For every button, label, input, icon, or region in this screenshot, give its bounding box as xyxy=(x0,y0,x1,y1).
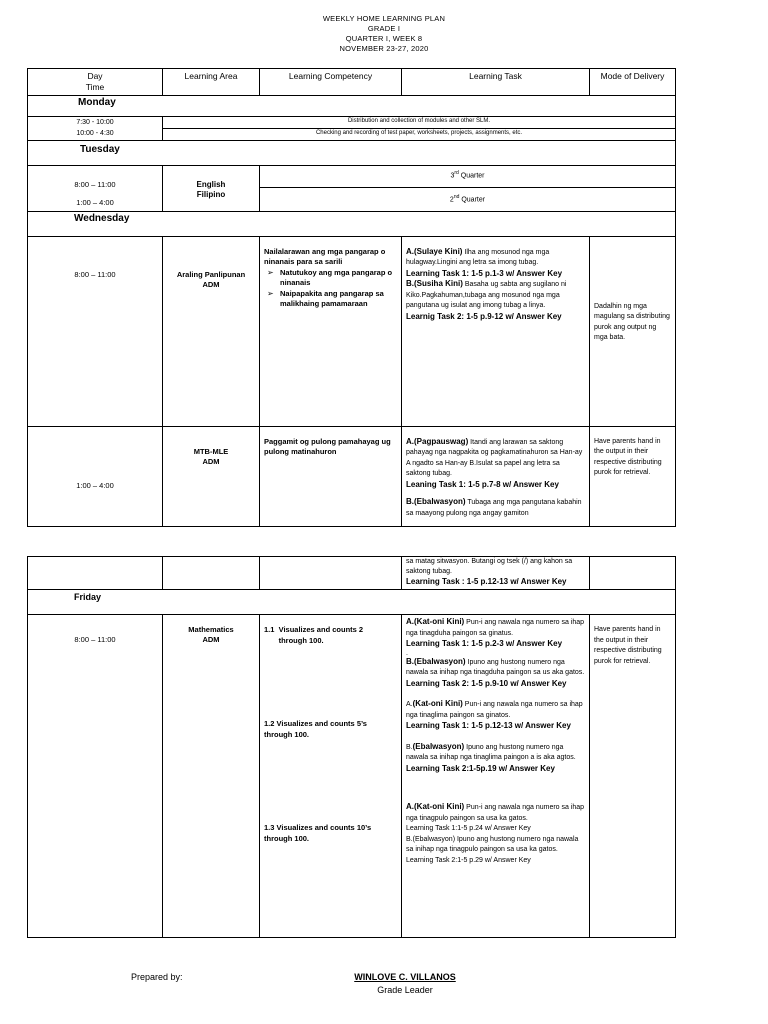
tuesday-quarters xyxy=(260,165,676,211)
math-t3-b-text: B.(Ebalwasyon) Ipuno ang hustong numero nga nawala sa inihap nga tinagpulo paingon sa usa ka gatos. xyxy=(406,835,579,853)
wednesday-mtb-row xyxy=(28,426,676,526)
math-time: 8:00 – 11:00 xyxy=(28,615,163,938)
ap-competency-bullet: ➢ Natutukoy ang mga pangarap o ninanais xyxy=(267,267,393,287)
mtb-task-a-text: Itandi ang larawan sa saktong pahayag nga nagpakita og pagkamatinahuron sa Han-ay A ngadto sa Han-ay B.Isulat sa papel ang letra sa saktong tubag. xyxy=(406,438,583,477)
monday-activity-2: Checking and recording of test paper, worksheets, projects, assignments, etc. xyxy=(163,128,676,140)
mtb-competency: Paggamit og pulong pamahayag ug pulong matinahuron xyxy=(260,426,402,526)
tuesday-slot xyxy=(28,165,676,211)
mtb-learning-task-1: Leaning Task 1: 1-5 p.7-8 w/ Answer Key xyxy=(406,479,559,489)
prepared-by-label: Prepared by: xyxy=(131,972,183,982)
arrow-bullet-icon: ➢ xyxy=(267,288,274,298)
ap-competency-bullet: ➢ Naipapakita ang pangarap sa malikhaing pamamaraan xyxy=(267,288,384,308)
ap-task-b-text: Basaha ug sabta ang sugilano ni Kiko.Pagkahuman,tubaga ang mosunod nga mga pangutana ug isulat ang imong tubag a linya. xyxy=(406,281,567,309)
wednesday-ap-row xyxy=(28,236,676,426)
plan-table-page1 xyxy=(27,68,676,527)
arrow-bullet-icon: ➢ xyxy=(267,267,274,277)
continuation-competency xyxy=(260,557,402,590)
math-t2-a-label: (Kat-oni Kini) xyxy=(412,699,463,708)
tuesday-time-1: 8:00 – 11:00 xyxy=(74,179,116,189)
tuesday-time-2: 1:00 – 4:00 xyxy=(76,198,114,207)
tuesday-row xyxy=(28,140,676,165)
math-t3-a-text: Pun-i ang nawala nga numero sa ihap nga tinagpulo paingon sa usa ka gatos. xyxy=(406,804,585,822)
preparer-role: Grade Leader xyxy=(377,985,433,995)
math-t3-a-label: A.(Kat-oni Kini) xyxy=(406,802,465,811)
ap-competency-main: Nailalarawan ang mga pangarap o ninanais para sa sarili xyxy=(264,246,386,266)
friday-row xyxy=(28,590,676,615)
math-t2-b-text: Ipuno ang hustong numero nga nawala sa inihap nga tinaglima paingon a is aka agtos. xyxy=(406,743,576,761)
monday-slot-2 xyxy=(28,128,676,140)
column-header-row xyxy=(28,69,676,96)
monday-activity-1: Distribution and collection of modules and other SLM. xyxy=(163,117,676,129)
day-friday: Friday xyxy=(28,590,676,615)
continuation-row xyxy=(28,557,676,590)
col-mode-of-delivery: Mode of Delivery xyxy=(590,69,676,96)
ap-learning-task-2: Learnig Task 2: 1-5 p.9-12 w/ Answer Key xyxy=(406,311,562,321)
math-t1-a-label: A.(Kat-oni Kini) xyxy=(406,617,465,626)
date-range-label: NOVEMBER 23-27, 2020 xyxy=(339,44,429,53)
math-competency-3: 1.3 Visualizes and counts 10’s through 100. xyxy=(264,823,372,843)
ap-area: Araling Panlipunan ADM xyxy=(163,236,260,426)
col-learning-task: Learning Task xyxy=(402,69,590,96)
tuesday-times xyxy=(28,165,163,211)
mtb-task-b-label: B.(Ebalwasyon) xyxy=(406,497,466,506)
math-t1-b-text: Ipuno ang hustong numero nga nawala sa inihap nga tinagduha paingon sa us aka gatos. xyxy=(406,658,585,676)
math-t1-b-label: B.(Ebalwasyon) xyxy=(406,656,466,666)
monday-slot-1 xyxy=(28,117,676,129)
ap-learning-task xyxy=(402,236,590,426)
ap-delivery: Dadalhin ng mga magulang sa distributing purok ang output ng mga bata. xyxy=(590,236,676,426)
grade-label: GRADE I xyxy=(367,24,401,33)
col-learning-competency: Learning Competency xyxy=(260,69,402,96)
math-t3-learning-task-2: Learning Task 2:1-5 p.29 w/ Answer Key xyxy=(406,856,531,864)
math-t3-learning-task-1: Learning Task 1:1-5 p.24 w/ Answer Key xyxy=(406,825,531,832)
math-t2-a-text: Pun-i ang nawala nga numero sa ihap nga tinaglima paingon sa ginatos. xyxy=(406,701,583,719)
ap-task-a-label: A.(Sulaye Kini) xyxy=(406,246,463,256)
mtb-task-b-text: Tubaga ang mga pangutana kabahin sa maayong pulong nga angay gamiton xyxy=(406,499,582,517)
monday-time-2: 10:00 - 4:30 xyxy=(28,128,163,140)
math-t1-dot: . xyxy=(406,649,408,657)
ap-time: 8:00 – 11:00 xyxy=(28,236,163,426)
preparer-block xyxy=(330,972,480,995)
math-t1-a-text: Pun-i ang nawala nga numero sa ihap nga tinagduha paingon sa ginatus. xyxy=(406,619,585,637)
math-t1-learning-task-2: Learning Task 2: 1-5 p.9-10 w/ Answer Key xyxy=(406,678,567,688)
math-t2-learning-task-2: Learning Task 2:1-5p.19 w/ Answer Key xyxy=(406,763,555,773)
tuesday-areas xyxy=(163,165,260,211)
mtb-learning-task xyxy=(402,426,590,526)
math-delivery: Have parents hand in the output in their respective distributing purok for retrieval. xyxy=(590,615,676,938)
mtb-time: 1:00 – 4:00 xyxy=(28,426,163,526)
math-t1-learning-task-1: Learning Task 1: 1-5 p.2-3 w/ Answer Key xyxy=(406,639,563,648)
plan-title: WEEKLY HOME LEARNING PLAN xyxy=(322,14,446,23)
continuation-area xyxy=(163,557,260,590)
col-day-time: Day Time xyxy=(28,69,163,96)
quarter-week-label: QUARTER I, WEEK 8 xyxy=(345,34,423,43)
preparer-name: WINLOVE C. VILLANOS xyxy=(354,972,456,982)
day-monday: Monday xyxy=(28,96,676,117)
document-header xyxy=(0,14,768,54)
math-t2-b-label: (Ebalwasyon) xyxy=(412,741,465,751)
wednesday-row xyxy=(28,211,676,236)
math-competency-1: 1.1 Visualizes and counts 2 through 100. xyxy=(264,625,364,645)
math-area: Mathematics ADM xyxy=(163,615,260,938)
math-t2-a-prefix: A. xyxy=(406,701,413,708)
area-filipino: Filipino xyxy=(196,190,226,199)
math-competency xyxy=(260,615,402,938)
math-learning-task xyxy=(402,615,590,938)
ap-competency xyxy=(260,236,402,426)
ap-competency-list xyxy=(264,268,397,310)
day-wednesday: Wednesday xyxy=(28,211,676,236)
monday-row xyxy=(28,96,676,117)
math-t2-b-prefix: B. xyxy=(406,743,413,751)
mtb-task-a-label: A.(Pagpauswag) xyxy=(406,436,469,446)
plan-table-page2 xyxy=(27,556,676,938)
mtb-area: MTB-MLE ADM xyxy=(163,426,260,526)
ap-task-a-text: Ilha ang mosunod nga mga hulagway.Lingini ang letra sa imong tubag. xyxy=(406,248,550,266)
continuation-text: sa matag sitwasyon. Butangi og tsek (/) ang kahon sa saktong tubag. xyxy=(406,558,573,575)
continuation-learning-task: Learning Task : 1-5 p.12-13 w/ Answer Key xyxy=(406,577,567,586)
day-tuesday: Tuesday xyxy=(28,140,676,165)
ap-task-b-label: B.(Susiha Kini) xyxy=(406,279,463,288)
area-english: English xyxy=(196,179,226,189)
math-t2-learning-task-1: Learning Task 1: 1-5 p.12-13 w/ Answer Key xyxy=(406,721,571,730)
quarter-3rd: 3rd Quarter xyxy=(260,166,675,188)
ap-learning-task-1: Learning Task 1: 1-5 p.1-3 w/ Answer Key xyxy=(406,268,563,278)
quarter-2nd: 2nd Quarter xyxy=(449,193,486,203)
math-competency-2: 1.2 Visualizes and counts 5’s through 100. xyxy=(264,719,367,739)
continuation-delivery xyxy=(590,557,676,590)
col-learning-area: Learning Area xyxy=(163,69,260,96)
friday-math-row xyxy=(28,615,676,938)
monday-time-1: 7:30 - 10:00 xyxy=(28,117,163,129)
mtb-delivery: Have parents hand in the output in their respective distributing purok for retrieval. xyxy=(590,426,676,526)
continuation-day xyxy=(28,557,163,590)
continuation-task xyxy=(402,557,590,590)
